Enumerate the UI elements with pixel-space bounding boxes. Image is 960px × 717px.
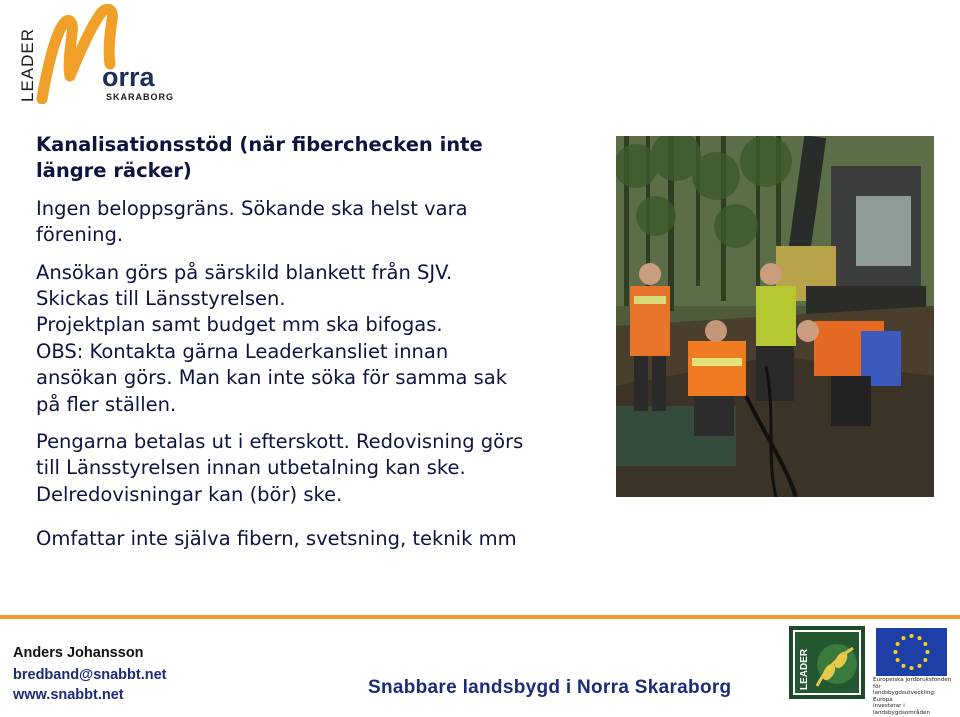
text-line: Ansökan görs på särskild blankett från SJV. — [36, 260, 453, 284]
logo-region-text: SKARABORG — [106, 92, 175, 102]
cable-laying-photo — [616, 136, 934, 497]
text-line: Ingen beloppsgräns. Sökande ska helst vara — [36, 196, 468, 220]
logo-orra-text: orra — [102, 62, 155, 92]
eu-caption-line: landsbygdsutveckling: Europa — [873, 690, 936, 703]
slide-heading — [36, 132, 596, 185]
eu-caption-line: Europeiska jordbruksfonden för — [873, 677, 952, 690]
footer-author: Anders Johansson — [13, 645, 144, 661]
footer-email-link[interactable]: bredband@snabbt.net — [13, 667, 167, 683]
eu-fund-caption — [873, 677, 955, 717]
text-line: på fler ställen. — [36, 392, 177, 416]
paragraph-exclusions — [36, 526, 596, 552]
footer-slogan: Snabbare landsbygd i Norra Skaraborg — [368, 677, 732, 698]
text-line: förening. — [36, 223, 124, 247]
text-line: ansökan görs. Man kan inte söka för samma sak — [36, 366, 507, 390]
text-line: Omfattar inte själva fibern, svetsning, teknik mm — [36, 527, 517, 551]
heading-line: Kanalisationsstöd (när fiberchecken inte — [36, 133, 483, 156]
leader-norra-skaraborg-logo — [14, 4, 184, 104]
footer-divider — [0, 615, 960, 619]
text-line: Skickas till Länsstyrelsen. — [36, 287, 286, 311]
text-line: Projektplan samt budget mm ska bifogas. — [36, 313, 443, 337]
paragraph-eligibility — [36, 196, 596, 249]
text-line: Pengarna betalas ut i efterskott. Redovisning görs — [36, 430, 524, 454]
text-line: till Länsstyrelsen innan utbetalning kan ske. — [36, 456, 466, 480]
text-line: Delredovisningar kan (bör) ske. — [36, 482, 343, 506]
eu-flag-icon — [876, 628, 947, 676]
logo-leader-text: LEADER — [18, 27, 37, 102]
footer-website-link[interactable]: www.snabbt.net — [13, 687, 124, 703]
text-line: OBS: Kontakta gärna Leaderkansliet innan — [36, 339, 449, 363]
paragraph-application — [36, 260, 596, 418]
slide-body — [36, 132, 596, 564]
eu-caption-line: investerar i landsbygdsområden — [873, 703, 931, 716]
paragraph-payment — [36, 429, 596, 508]
leader-badge-icon — [789, 626, 865, 699]
leader-badge-text: LEADER — [799, 648, 810, 690]
heading-line: längre räcker) — [36, 159, 192, 183]
